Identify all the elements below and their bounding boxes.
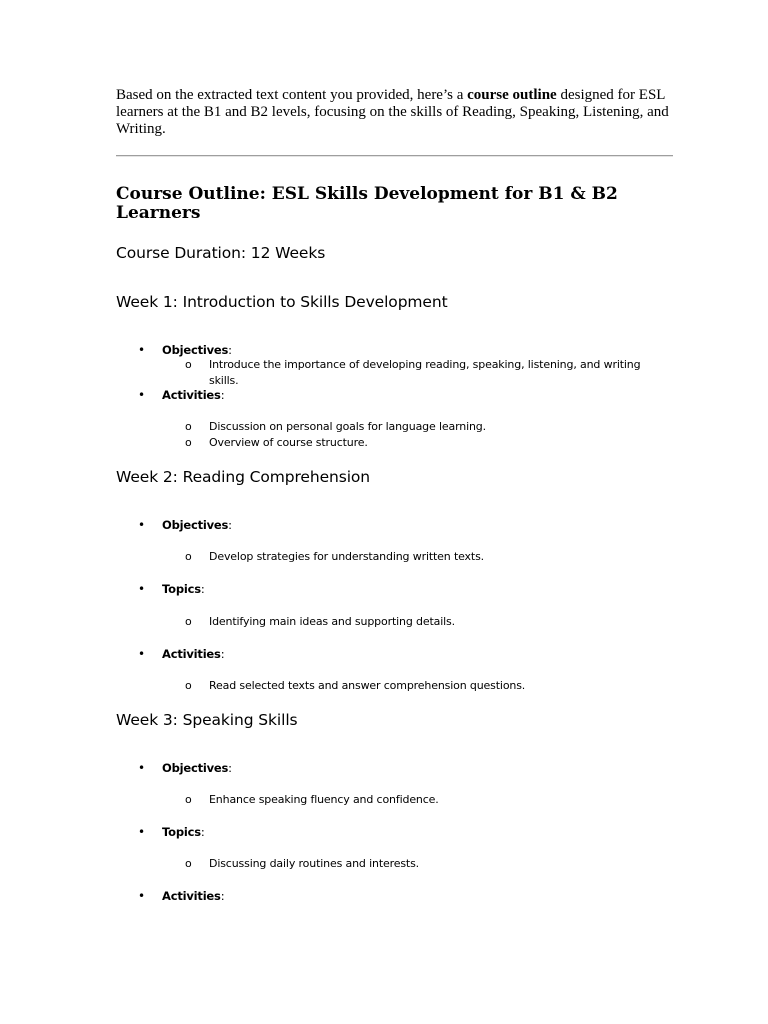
objectives-label xyxy=(162,342,232,358)
activity-text: Discussion on personal goals for language learning. xyxy=(209,420,486,433)
objectives-label-text: Objectives xyxy=(162,518,229,532)
objectives-label xyxy=(162,760,232,776)
sub-bullet-icon: o xyxy=(185,358,192,371)
activities-label-text: Activities xyxy=(162,388,221,402)
week-2-objective-item xyxy=(185,549,645,565)
intro-text-start: Based on the extracted text content you provided, here’s a xyxy=(116,87,468,103)
course-duration-heading: Course Duration: 12 Weeks xyxy=(116,244,326,262)
week-1-objective-item xyxy=(185,357,645,389)
topics-label xyxy=(162,581,205,597)
activity-text: Overview of course structure. xyxy=(209,436,368,449)
bullet-icon: • xyxy=(138,388,146,402)
objective-text: Develop strategies for understanding written texts. xyxy=(209,550,485,563)
label-colon: : xyxy=(200,825,205,839)
activities-label xyxy=(162,387,225,403)
sub-bullet-icon: o xyxy=(185,857,192,870)
bullet-icon: • xyxy=(138,518,146,532)
week-3-objective-item xyxy=(185,792,645,808)
activities-label xyxy=(162,646,225,662)
intro-bold-phrase: course outline xyxy=(467,87,557,103)
sub-bullet-icon: o xyxy=(185,679,192,692)
bullet-icon: • xyxy=(138,647,146,661)
topics-label xyxy=(162,824,205,840)
week-2-activity-item xyxy=(185,678,645,694)
horizontal-rule xyxy=(116,155,673,157)
label-colon: : xyxy=(228,518,233,532)
objective-text: Enhance speaking fluency and confidence. xyxy=(209,793,439,806)
sub-bullet-icon: o xyxy=(185,420,192,433)
week-1-activity-item xyxy=(185,419,645,435)
week-1-heading: Week 1: Introduction to Skills Development xyxy=(116,293,448,311)
activities-label xyxy=(162,888,225,904)
label-colon: : xyxy=(200,582,205,596)
bullet-icon: • xyxy=(138,761,146,775)
sub-bullet-icon: o xyxy=(185,615,192,628)
objectives-label-text: Objectives xyxy=(162,343,229,357)
objective-text: Introduce the importance of developing reading, speaking, listening, and writing skills. xyxy=(209,358,641,387)
label-colon: : xyxy=(220,647,225,661)
sub-bullet-icon: o xyxy=(185,436,192,449)
week-1-activity-item xyxy=(185,435,645,451)
bullet-icon: • xyxy=(138,343,146,357)
label-colon: : xyxy=(220,388,225,402)
week-3-topic-item xyxy=(185,856,645,872)
label-colon: : xyxy=(228,761,233,775)
intro-text-end: designed for ESL learners at the B1 and B2 levels, focusing on the skills of Reading, Speaking, Listening, and Writing. xyxy=(116,87,669,137)
topics-label-text: Topics xyxy=(162,825,201,839)
sub-bullet-icon: o xyxy=(185,550,192,563)
week-2-heading: Week 2: Reading Comprehension xyxy=(116,468,371,486)
bullet-icon: • xyxy=(138,889,146,903)
sub-bullet-icon: o xyxy=(185,793,192,806)
activities-label-text: Activities xyxy=(162,889,221,903)
topic-text: Discussing daily routines and interests. xyxy=(209,857,420,870)
intro-paragraph xyxy=(116,87,676,138)
objectives-label xyxy=(162,517,232,533)
bullet-icon: • xyxy=(138,582,146,596)
week-2-topic-item xyxy=(185,614,645,630)
topic-text: Identifying main ideas and supporting details. xyxy=(209,615,455,628)
bullet-icon: • xyxy=(138,825,146,839)
label-colon: : xyxy=(228,343,233,357)
objectives-label-text: Objectives xyxy=(162,761,229,775)
document-title: Course Outline: ESL Skills Development for B1 & B2 Learners xyxy=(116,184,618,223)
week-3-heading: Week 3: Speaking Skills xyxy=(116,711,298,729)
topics-label-text: Topics xyxy=(162,582,201,596)
label-colon: : xyxy=(220,889,225,903)
activity-text: Read selected texts and answer comprehension questions. xyxy=(209,679,526,692)
activities-label-text: Activities xyxy=(162,647,221,661)
